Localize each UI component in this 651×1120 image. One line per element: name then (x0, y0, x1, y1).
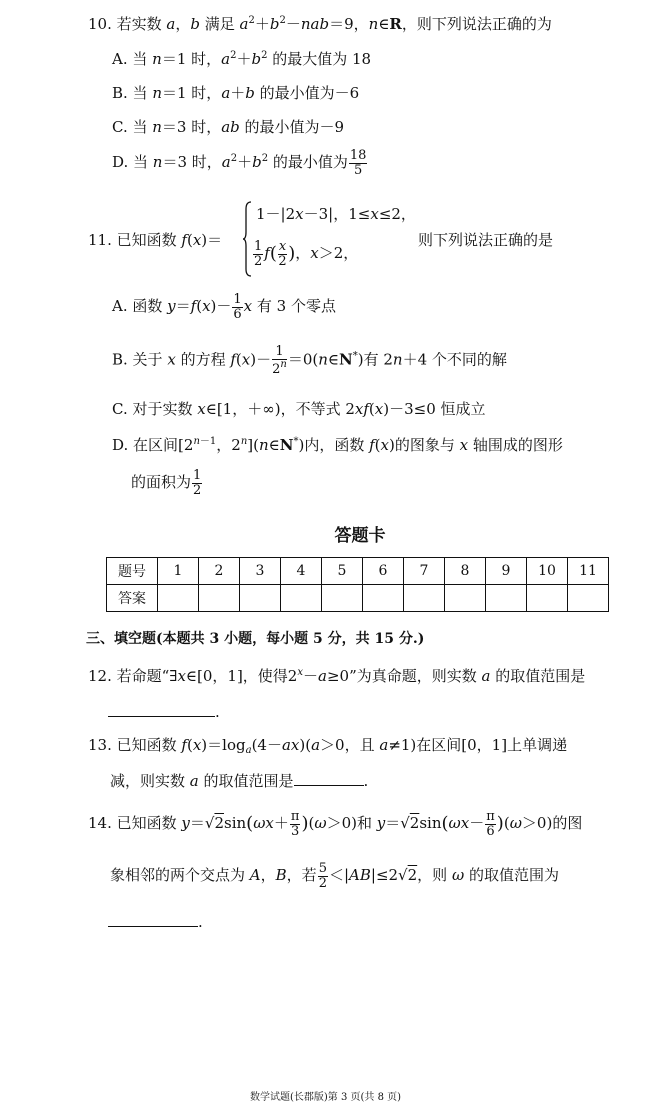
q11-option-b: B. 关于 x 的方程 f(x)－ $\frac{1}{2^n}$ ＝0(n∈N*)有 2n＋4 个不同的解 (112, 344, 507, 377)
row-label-number: 题号 (107, 558, 158, 585)
question-number-cell: 8 (445, 558, 486, 585)
question-number-cell: 4 (281, 558, 322, 585)
q11-option-c: C. 对于实数 x∈[1，＋∞)，不等式 2xf(x)－3≤0 恒成立 (112, 400, 486, 418)
q11-piece-1: 1－|2x－3|，1≤x≤2， (256, 205, 416, 223)
question-number-cell: 6 (363, 558, 404, 585)
page-footer: 数学试题(长郡版)第 3 页(共 8 页) (249, 1092, 402, 1103)
q14-answer-blank[interactable]: . (108, 908, 203, 931)
answer-cell[interactable] (527, 585, 568, 612)
q14-line2: 象相邻的两个交点为 A，B，若 $\frac{5}{2}$ ＜|AB|≤2√2，则 ω 的取值范围为 (110, 861, 559, 891)
answer-cell[interactable] (404, 585, 445, 612)
row-label-answer: 答案 (107, 585, 158, 612)
q11-piece-2: $\frac{1}{2}$ f( $\frac{x}{2}$ )，x＞2， (254, 239, 359, 269)
q12-line1: 12. 若命题“∃x∈[0，1]，使得$2^x-a\ge 0$”为真命题，则实数 a 的取值范围是 (88, 667, 586, 685)
answer-cell[interactable] (240, 585, 281, 612)
answer-table-answer-row (107, 585, 609, 612)
q13-answer-blank[interactable] (294, 767, 364, 786)
question-number-cell: 9 (486, 558, 527, 585)
answer-table (106, 557, 609, 612)
question-number-cell: 1 (158, 558, 199, 585)
answer-cell[interactable] (568, 585, 609, 612)
q11-option-d-line2: 的面积为 $\frac{1}{2}$ (131, 468, 202, 498)
q14-line1: 14. 已知函数 y＝√2sin(ωx＋ $\frac{\pi}{3}$ )(ω＞0)和 y＝√2sin(ωx－ $\frac{\pi}{6}$ )(ω＞0)的图 (88, 809, 583, 839)
answer-cell[interactable] (281, 585, 322, 612)
question-number-cell: 7 (404, 558, 445, 585)
brace-icon (242, 201, 252, 277)
answer-cell[interactable] (445, 585, 486, 612)
question-number-cell: 5 (322, 558, 363, 585)
answer-cell[interactable] (322, 585, 363, 612)
q11-option-d-line1: D. 在区间[$2^{n-1}$，2$^n$](n∈N*)内，函数 f(x)的图象与 x 轴围成的图形 (112, 436, 563, 454)
answer-cell[interactable] (363, 585, 404, 612)
q10-option-b: B. 当 n＝1 时，a＋b 的最小值为－6 (112, 84, 360, 102)
answer-cell[interactable] (199, 585, 240, 612)
answer-table-number-row (107, 558, 609, 585)
q11-stem-prefix: 11. 已知函数 f(x)＝ (88, 231, 223, 249)
q13-line1: 13. 已知函数 $f(x)=\log_a(4-ax)(a>0$，且 a≠1)在区间[0，1]上单调递 (88, 736, 568, 756)
answer-cell[interactable] (486, 585, 527, 612)
q10-option-d: D. 当 n＝3 时，$a^2+b^2$ 的最小值为 $\frac{18}{5}$ (112, 148, 367, 178)
question-number-cell: 3 (240, 558, 281, 585)
question-number-cell: 10 (527, 558, 568, 585)
q11-option-a: A. 函数 y＝f(x)－ $\frac{1}{6}$ x 有 3 个零点 (112, 292, 336, 322)
section-heading: 三、填空题(本题共 3 小题，每小题 5 分，共 15 分.) (86, 631, 425, 647)
question-number-cell: 11 (568, 558, 609, 585)
answer-cell[interactable] (158, 585, 199, 612)
q10-option-c: C. 当 n＝3 时，ab 的最小值为－9 (112, 118, 345, 136)
q13-line2: 减，则实数 a 的取值范围是 . (110, 767, 368, 791)
q11-stem-suffix: 则下列说法正确的是 (418, 231, 554, 249)
q10-stem: 10. 若实数 a，b 满足 $a^2+b^2-nab=9$，n∈R，则下列说法正确的为 (88, 15, 552, 33)
q10-option-a: A. 当 n＝1 时，$a^2+b^2$ 的最大值为 18 (112, 50, 372, 68)
q12-answer-blank[interactable]: . (108, 698, 220, 721)
answer-card-title: 答题卡 (334, 526, 386, 546)
question-number-cell: 2 (199, 558, 240, 585)
